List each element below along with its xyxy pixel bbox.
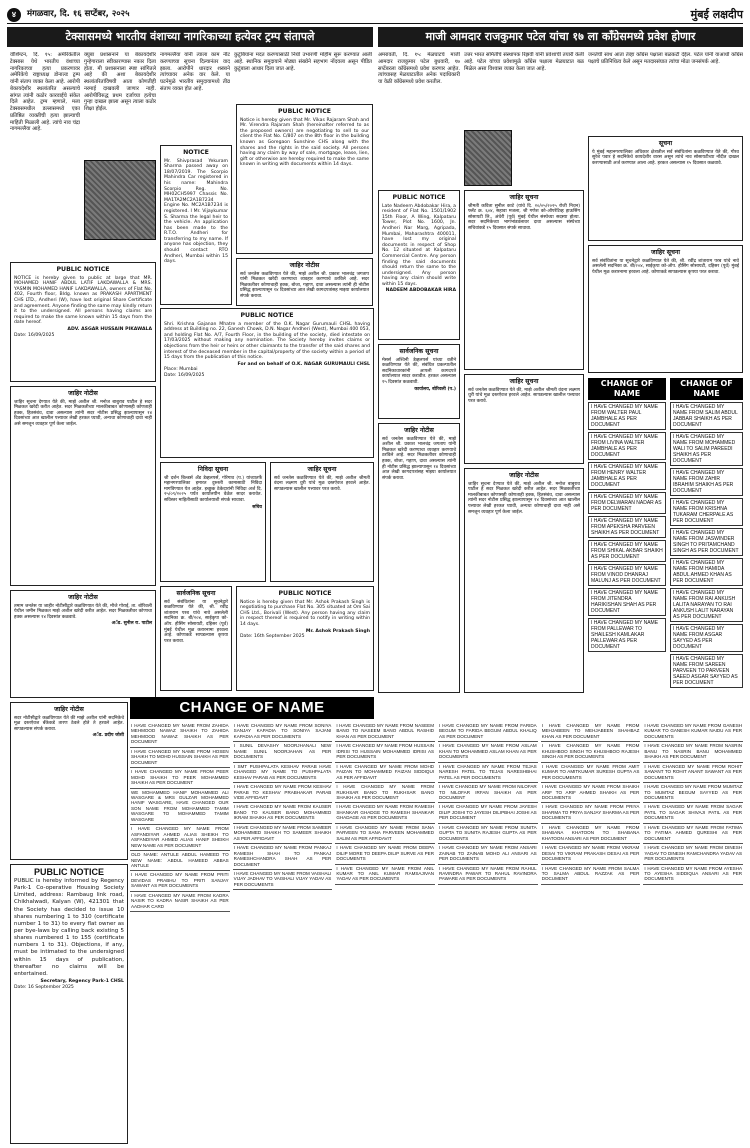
notice-jahir-right4-body: जाहिर सूचना देण्यात येते की, माझे अशील श्री. मनोज बाबुराव पाटील हे सदर मिळकत खरेदी करीत आहेत. सदर मिळकतीच्या मालकीबाबत कोणासही कोणताही हक्क, हितसंबंध, दावा असल्यास त्यांनी सदर नोटीस प्रसिद्ध झाल्यापासून १४ दिवसांच्या आत खालील पत्त्यावर लेखी हरकत घ्यावी, अन्यथा कोणाचाही दावा नाही असे समजून व्यवहार पूर्ण केला जाईल. [468,481,580,515]
notice-tender-body: श्री दर्शन बिल्डर्स अँड डेव्हलपर्स, गोरेगाव (प.) यांच्यातर्फे महानगरपालिका इमारत दुरुस्ती कामासाठी निविदा मागविण्यात येत आहेत. इच्छुक ठेकेदारांनी निविदा अर्ज दि. २५/०९/२०२५ पर्यंत कार्यालयीन वेळेत सादर करावेत. सविस्तर माहितीसाठी कार्यालयाशी संपर्क साधावा. [164,475,262,503]
change-of-name-entry: I HAVE CHANGED MY NAME FROM DELWARAN NADAR AS PER DOCUMENT [588,492,666,514]
masthead-left [7,8,130,22]
notice-public-mid-title: PUBLIC NOTICE [278,590,332,597]
notice-jahir-right2-title: जाहिर सूचना [509,378,539,385]
notice-sarvajanik-title: सार्वजनिक सूचना [176,590,216,597]
change-of-name-entry: I HAVE CHANGED MY NAME FROM SONIYA SANJAY KAPADIA TO SONIYA SAJANI KAPADIA AS PER DOCUMENTS [233,722,333,742]
notice-sarvajanik-body: सर्व संबंधितांना या सूचनेद्वारे कळविण्यात येते की, श्री. रवींद्र शांताराम परब यांचे नावे असलेली सदनिका क्र. बी/२०४, साईकृपा को-ऑप. हौसिंग सोसायटी, दहिसर (पूर्व) मुंबई येथील मूळ करारनामा हरवला आहे. कोणाकडे सापडल्यास कृपया परत करावा. [164,599,228,644]
notice-jahir-right2-body: सर्व जनतेस कळविण्यात येते की, माझे अशील श्रीमती वंदना लक्ष्मण धुरी यांचे मूळ दस्तऐवज हरवले आहेत. सापडल्यास खालील पत्त्यावर परत करावे. [468,387,580,404]
story-photo [84,160,156,240]
notice-public-left [10,262,156,382]
change-of-name-entry: I HAVE CHANGED MY NAME FROM PRITI DEVIDAS PRABHU TO PRITI SANJAY SAWANT AS PER DOCUMENTS [130,871,230,891]
change-of-name-entry: I HAVE CHANGED MY NAME FROM KHUSHBOO SINGH TO KHUSHBOO RAJESH SINGH AS PER DOCUMENTS [541,742,641,762]
change-of-name-entry: I HAVE CHANGED MY NAME FROM SAMEER MOHAMMED SHAIKH TO SAMEER SHAIKH AS PER AFFIDAVIT [233,824,333,844]
notice-right-misc [588,245,743,373]
story-right-photo [464,130,512,186]
notice-jahir-right2 [464,374,584,464]
page-number: ४ [7,8,21,22]
story-left-col4-text: कुटुंबियांना मदत करण्यासाठी निधी उभारणी मोहीम सुरू करण्यात आली आहे. स्थानिक समुदायाने मोठ्या संख्येने सहभाग नोंदवला असून पीडित कुटुंबाला आधार दिला जात आहे. [234,52,372,72]
change-of-name-entry: WE MOHAMMED HANIF MOHAMMED ALI WASGARE & MRS GULZAR MOHAMMED HANIF WASGARE, HAVE CHANGED OUR SON NAME FROM MOHAMMED TAMIM WASGARE TO MOHAMMED TAMIM WASGARE [130,789,230,826]
notice-jahir-1-body: सर्व जनतेस कळविण्यात येते की, माझे अशील श्री. प्रकाश भालचंद्र जगताप यांनी मिळकत खरेदी करण्याचा व्यवहार करण्याचे ठरविले आहे. सदर मिळकतीवर कोणाचाही हक्क, बोजा, गहाण, दावा असल्यास त्यांनी ही नोटीस प्रसिद्ध झाल्यापासून १४ दिवसांच्या आत लेखी कागदपत्रांसह माझ्या कार्यालयात संपर्क करावा. [240,271,369,299]
change-of-name-entry: I HAVE CHANGED MY NAME FROM RAMESH SHANKAR GHADGE TO RAMESH SHANKAR GHADAGE AS PER DOCUMENTS [335,803,435,823]
story-right-col1-text: अमरावती, दि. १५: मेळघाटचे माजी आमदार राजकुमार पटेल बुधवारी, १७ सप्टेंबरला काँग्रेसमध्ये प्रवेश करणार आहेत. त्यांच्यासह मेळघाटातील अनेक पदाधिकारी या वेळी काँग्रेसमध्ये प्रवेश करतील. [378,52,460,85]
notice-right-misc-title: जाहिर सूचना [651,249,680,256]
change-of-name-entry: I HAVE CHANGED MY NAME FROM KESHAV PARAB TO KESHAV PRABHAKAR PARAB VIDE AFFIDAVIT [233,783,333,803]
change-of-name-right [670,378,743,693]
notice-tender-title: निविदा सूचना [197,466,229,473]
change-of-name-grid [130,722,743,1144]
notice-sarvajanik [160,586,232,691]
change-of-name-entry: I HAVE CHANGED MY NAME FROM AYESHA TO AYESHA SIDDIQUA ANSARI AS PER DOCUMENTS [643,865,743,885]
story-left-col2-text: क्युबा प्रशासनाने या बेकायदेशीर गुन्हेगाराला स्वीकारण्यास नकार दिला होता. मी प्रशासनाला स्पष्ट सांगितले आहे की अशा बेकायदेशीर स्थलांतरितांविषयी आता कोणतीही नरमाई दाखवली जाणार नाही. आरोपीविरुद्ध प्रथम दर्जाच्या हत्येचा गुन्हा दाखल झाला असून त्याला कठोर शिक्षा होईल. [84,52,156,112]
change-of-name-entry: I HAVE CHANGED MY NAME FROM MUMTAZ TO MUMTAZ BEGUM SAYYED AS PER DOCUMENTS [643,783,743,803]
notice-jahir-lower [10,590,156,698]
change-of-name-column [438,722,538,1144]
change-of-name-entry: I HAVE CHANGED MY NAME FROM HAMIDA ABDUL AHMED KHAN AS PER DOCUMENT [670,558,743,586]
notice-society-place: Place: Mumbai [164,367,198,373]
notice-public-left-sign: ADV. ASGAR HUSSAIN PIKAWALA [67,326,152,332]
change-of-name-entry: I SUNIL DEVASHY NOORJHANALI NEW NAME SUNIL NOORJAHAN AS PER DOCUMENTS [233,742,333,762]
change-of-name-entry: I HAVE CHANGED MY NAME FROM GANESH KUMAR TO GANESH KUMAR NAIDU AS PER DOCUMENTS [643,722,743,742]
notice-public-left-date: Date: 16/09/2025 [14,332,55,338]
change-of-name-entry: I HAVE CHANGED MY NAME FROM VAISHALI VIJAY JADHAV TO VAISHALI VIJAY YADAV AS PER DOCUMENTS [233,870,333,890]
notice-suchana-right-body: ये मुंबई महानगरपालिका अधिकार क्षेत्रातील सर्व संबंधितांना कळविण्यात येते की, गौरव सुरेश पवार हे सदनिकेचे कायदेशीर वारस असून त्यांचे नाव सोसायटीच्या नोंदीत दाखल करण्यासाठी अर्ज करण्यात आला आहे. हरकत असल्यास १५ दिवसात कळवावे. [592,149,739,166]
change-of-name-right-list [670,402,743,688]
notice-jahir-right-title: जाहिर सूचना [509,194,539,201]
notice-society-member [160,308,374,458]
notice-public-top-body: Notice is hereby given that Mr. Vikas Rajaram Shah and Mr. Virendra Rajaram Shah (hereinafter referred to as the proposed owners) are negotiating to sell to our client the Flat No. C/807 on the 8th floor in the building known as Goregaon Sunshine CHS along with the shares and the rights in the said society. All persons having any claim by way of sale, mortgage, lease, lien, gift or otherwise are hereby required to make the same known in writing with documents within 14 days. [240,117,369,168]
masthead [7,6,743,24]
notice-public-left-body: NOTICE is hereby given to public at large that MR. MOHAMED HANIF ABDUL LATIF LAKDAWALLA & MRS. YASMIN MOHAMED HANIF LAKDAWALLA, owners of Flat No. 402, Fourth floor, Bldg. known as PRAKASH APARTMENT CHS LTD., Andheri (W), have lost original Share Certificate and agreement. Anyone finding the same may kindly return it to the undersigned. All persons having claims are required to make the same known within 15 days from the date hereof. [14,275,152,326]
change-of-name-entry: I HAVE CHANGED MY NAME FROM ZAHIDA MEHMOOD NAWAZ SHAIKH TO ZAHIDA MEHMOOD NAWAZ SHAIKH AS PER DOCUMENT [130,722,230,748]
change-of-name-entry: I HAVE CHANGED MY NAME FROM MEHJABEEN TO MEHJABEEN SHAHBAZ KHAN AS PER DOCUMENT [541,722,641,742]
story-left-col1-text: वॉशिंग्टन, दि. १५: अमेरिकेतील टेक्सास येथे भारतीय वंशाच्या नागरिकाच्या हत्या प्रकरणावर अमेरिकेचे राष्ट्राध्यक्ष डोनाल्ड ट्रम्प यांनी संताप व्यक्त केला आहे. आरोपी बेकायदेशीर स्थलांतरित असल्याचे सांगत त्यांनी कठोर कारवाईचे संकेत दिले आहेत. ट्रम्प म्हणाले, मला टेक्सासमधील डल्लासमध्ये एका प्रतिष्ठित व्यक्तीची हत्या झाल्याची माहिती मिळाली आहे. त्यांचे नाव चंद्रा नागमल्लैया आहे. [10,52,80,133]
story-right-headline: माजी आमदार राजकुमार पटेल यांचा १७ ला काँग्रेसमध्ये प्रवेश होणार [378,27,743,47]
notice-society-date: Date: 16/09/2025 [164,372,205,378]
change-of-name-entry: I HAVE CHANGED MY NAME FROM HOSEN SHAIKH TO MOHD HUSSAIN SHAIKH AS PER DOCUMENT [130,748,230,768]
notice-jahir-left-title: जाहिर नोटीस [68,390,98,397]
change-of-name-column [335,722,435,1144]
notice-right-misc-body: सर्व संबंधितांना या सूचनेद्वारे कळविण्यात येते की, श्री. रवींद्र शांताराम परब यांचे नावे असलेली सदनिका क्र. बी/२०४, साईकृपा को-ऑप. हौसिंग सोसायटी, दहिसर (पूर्व) मुंबई येथील मूळ करारनामा हरवला आहे. कोणाकडे सापडल्यास कृपया परत करावा. [592,258,739,275]
notice-society-title: PUBLIC NOTICE [240,312,294,319]
story-right-col1 [378,52,460,187]
notice-suchana-right-title: सूचना [658,140,673,147]
notice-public-mid [236,586,374,691]
story-right-col2-text: उत्तर भारत समितीचे संस्थापक रिझवी यांनी प्रवेशाची तयारी केली आहे. पटेल यांच्या प्रवेशामुळे काँग्रेस पक्षाला मेळघाटात बळ मिळेल असा विश्वास व्यक्त केला जात आहे. [464,52,584,72]
change-of-name-column [541,722,641,1144]
notice-society-body: Shri. Krishna Gajanan Mhatre a member of the O.K. Nagar Gurumauli CHSL having address at Building no. 22, Ganesh Chowk, D.N. Nagar Andheri (West), Mumbai 400 053, and holding Flat No. A/7, Fourth Floor, in the building of the society, died intestate on 17/03/2025 without making any nomination. The Society hereby invites claims or objections from the heir or heirs or other claimants to the transfer of the said shares and interest of the deceased member in the capital/property of the society within a period of 15 days from the publication of this notice. [164,321,370,361]
change-of-name-entry: I HAVE CHANGED MY NAME FROM VINOD DHANRAJ MALUNJ AS PER DOCUMENT [588,564,666,586]
notice-jahir-right4 [464,468,584,693]
change-of-name-mid-list [588,402,666,652]
story-right-col3-text: जनतेची साथ आता तेव्हा काँग्रेस पक्षाला बळकटी देईल. पटेल यांनी याआधी काँग्रेस पक्षाचे प्रतिनिधित्व केले असून मतदारसंघात त्यांचा मोठा जनसंपर्क आहे. [588,52,743,65]
notice-vehicle-body: Mr. Shivprasad Yekuram Sharma passed away on 18/07/2019. The Scorpio Mahindra Car registered in his name: Mahindra Scorpio Reg. No. MH02CH5997 Chassis No. MA1TA2MC2A1B7234 Engine No. MC2A1B7234 is registered. I Mr. Vijaykumar S. Sharma the legal heir to the vehicle. An application has been made to the R.T.O. Andheri for transferring to my name. If anyone has objection, they should contact RTO Andheri, Mumbai within 15 days. [164,158,228,265]
notice-jahir-lower-title: जाहिर नोटीस [68,594,98,601]
change-of-name-entry: I HAVE CHANGED MY NAME FROM SHABANA KHATOON TO SHABANA KHATOON ANSARI AS PER DOCUMENT [541,824,641,844]
notice-jahir-left-body: जाहिर सूचना देण्यात येते की, माझे अशील श्री. मनोज बाबुराव पाटील हे सदर मिळकत खरेदी करीत आहेत. सदर मिळकतीच्या मालकीबाबत कोणासही कोणताही हक्क, हितसंबंध, दावा असल्यास त्यांनी सदर नोटीस प्रसिद्ध झाल्यापासून १४ दिवसांच्या आत खालील पत्त्यावर लेखी हरकत घ्यावी, अन्यथा कोणाचाही दावा नाही असे समजून व्यवहार पूर्ण केला जाईल. [14,399,152,427]
change-of-name-right-heading: CHANGE OF NAME [670,378,743,400]
change-of-name-entry: I HAVE CHANGED MY NAME FROM SALMA TO SALMA ABDUL RAZZAK AS PER DOCUMENT [541,865,641,885]
story-left-col4 [234,52,372,102]
change-of-name-entry: OLD NAME: ANTULE ABDUL HAMEED TO NEW NAME: ABDUL HAMEED ABBAS ANTULE [130,851,230,871]
change-of-name-entry: I HAVE CHANGED MY NAME FROM ROHIT SAWANT TO ROHIT ANANT SAWANT AS PER DOCUMENTS [643,763,743,783]
notice-jahir-lower2-body: सदर नोटीसीद्वारे कळविण्यात येते की माझे अशील यांनी सदनिकेचे मूळ दस्तऐवज बँकेकडे तारण ठेवले होते ते हरवले आहेत. सापडल्यास संपर्क करावा. [14,715,124,732]
notice-suchana-right [588,136,743,241]
change-of-name-entry: I HAVE CHANGED MY NAME FROM MOHD FAIZAN TO MOHAMMED FAIZAN SIDDIQUI AS PER AFFIDAVIT [335,763,435,783]
notice-public-right [378,190,460,340]
change-of-name-entry: I HAVE CHANGED MY NAME FROM AMIT KUMAR TO AMITKUMAR SURESH GUPTA AS PER DOCUMENTS [541,763,641,783]
notice-regency-sign: Secretary, Regency Park-1 CHSL [40,978,124,984]
change-of-name-entry: I HAVE CHANGED MY NAME FROM VIKRAM DESAI TO VIKRAM PRAKASH DESAI AS PER DOCUMENTS [541,844,641,864]
change-of-name-entry: I HAVE CHANGED MY NAME FROM ANSARI ZAINAB TO ZAINAB MOHD ALI ANSARI AS PER DOCUMENTS [438,844,538,864]
notice-regency-body: PUBLIC is hereby informed by Regency Park-1 Co-operative Housing Society Limited, address: Rambaug link road, Chikhalwadi, Kalyan (W), 421301 that the Society has decided to issue 10 shares numbering 1 to 310 (certificate number 1 to 31) to every flat owner as per bye-laws by calling back existing 5 shares numbered 1 to 155 (certificate numbers 1 to 31). Objections, if any, must be intimated to the undersigned within 15 days of publication, thereafter no claims will be entertained. [14,877,124,977]
change-of-name-entry: I SMT PUSHPALATA KESHAV PARAB HAVE CHANGED MY NAME TO PUSHPALATA KESHAV PARAB AS PER DOCUMENTS [233,763,333,783]
change-of-name-entry: I HAVE CHANGED MY NAME FROM SAREEN PARVEEN TO PARVEEN SAEED ASGAR SAYYED AS PER DOCUMENT [670,654,743,688]
notice-sarvajanik-right-body: मेसर्स अश्विनी डेव्हलपर्स यांच्या वतीने कळविण्यात येते की, संबंधित प्रकल्पातील सदनिकाधारकांनी आपली कागदपत्रे कार्यालयात सादर करावीत. हरकत असल्यास १५ दिवसांत कळवावी. [382,357,456,385]
notice-jahir-lower-sign: अॅड. सुनील रा. पाटील [111,621,152,627]
change-of-name-entry: I HAVE CHANGED MY NAME FROM SUNITA GUPTA TO SUNITA RAJESH GUPTA AS PER DOCUMENTS [438,824,538,844]
notice-jahir-lower2-sign: अॅड. प्रदीप जोशी [92,733,124,739]
notice-sarvajanik-right-title: सार्वजनिक सूचना [399,348,439,355]
notice-public-right-body: Late Nadeem Abdobakar Hira, a resident of Flat No. 1501/1902 15th Floor, A Wing, Kalpataru Tower, Plot No. 1600, Jn. Andheri Nar Marg, Agripada, Mumbai, Maharashtra 400011, have lost my original documents in respect of Shop No. 12 situated at Kalpataru Commercial Centre. Any person finding the said documents should return the same to the undersigned. Any person having any claim should write within 15 days. [382,203,456,287]
change-of-name-entry: I HAVE CHANGED MY NAME FROM NASRIN BANU TO NASRIN BANU MOHAMMED SHAIKH AS PER DOCUMENT [643,742,743,762]
change-of-name-entry: I HAVE CHANGED MY NAME FROM APEKSHA PARVEEN SHAIKH AS PER DOCUMENT [588,516,666,538]
notice-public-top [236,104,373,254]
change-of-name-entry: I HAVE CHANGED MY NAME FROM FATIMA TO FATIMA AHMED QURESHI AS PER DOCUMENT [643,824,743,844]
change-of-name-entry: I HAVE CHANGED MY NAME FROM NASEEM BANO TO NASEEM BANO ABDUL RASHID KHAN AS PER DOCUMENT [335,722,435,742]
change-of-name-entry: I HAVE CHANGED MY NAME FROM DINESH YADAV TO DINESH RAMCHANDRA YADAV AS PER DOCUMENTS [643,844,743,864]
change-of-name-column [130,722,230,1144]
change-of-name-entry: I HAVE CHANGED MY NAME FROM PEER MOHD SHAIKH TO PEER MOHAMMED SHAIKH AS PER DOCUMENT [130,768,230,788]
change-of-name-entry: I HAVE CHANGED MY NAME FROM KADRA NASIR TO KADRA NASIR SHAIKH AS PER AADHAR CARD [130,892,230,912]
change-of-name-entry: I HAVE CHANGED MY NAME FROM JITENDRA HARIKISHAN SHAH AS PER DOCUMENT [588,588,666,616]
change-of-name-entry: I HAVE CHANGED MY NAME FROM ASFANDIYAR AHMED ALIAS SHEIKH TO ASFANDIYAR AHMED ALIAS HANIF SHEIKH NEW NAME AS PER DOCUMENT [130,825,230,851]
notice-sarvajanik-right [378,344,460,419]
change-of-name-entry: I HAVE CHANGED MY NAME FROM MOHAMMED WALI TO SALIM PAREEDI SHAIKH AS PER DOCUMENT [670,432,743,466]
notice-jahir-mid-title: जाहिर सूचना [307,466,337,473]
notice-regency-park [10,864,128,1144]
change-of-name-heading: CHANGE OF NAME [130,697,374,719]
change-of-name-entry: I HAVE CHANGED MY NAME FROM LIVINA WALTER JAMBHALE AS PER DOCUMENT [588,432,666,460]
notice-jahir-1-title: जाहिर नोटीस [289,262,320,269]
notice-regency-date: Date: 16 September 2025 [14,984,74,990]
notice-jahir-lower2 [10,702,128,860]
change-of-name-entry: I HAVE CHANGED MY NAME FROM RAI ANKUSH LALITA NARAYAN TO RAI ANKUSH LALIT NARAYAN AS PER DOCUMENT [670,588,743,622]
change-of-name-entry: I HAVE CHANGED MY NAME FROM TEJAS NARESH PATEL TO TEJAS NARESHBHAI PATEL AS PER DOCUMENTS [438,763,538,783]
change-of-name-entry: I HAVE CHANGED MY NAME FROM ASLAM KHAN TO MOHAMMED ASLAM KHAN AS PER DOCUMENTS [438,742,538,762]
change-of-name-entry: I HAVE CHANGED MY NAME FROM FARIDA BEGUM TO FARIDA BEGUM ABDUL KHALIQ AS PER DOCUMENT [438,722,538,742]
change-of-name-entry: I HAVE CHANGED MY NAME FROM JAYESH DILIP JOSHI TO JAYESH DILIPBHAI JOSHI AS PER DOCUMENT [438,803,538,823]
notice-tender-sign: सचिव [252,504,262,510]
story-left-headline: टेक्सासमध्ये भारतीय वंशाच्या नागरिकाच्या हत्येवर ट्रम्प संतापले [7,27,373,47]
change-of-name-entry: I HAVE CHANGED MY NAME FROM PRIYA SHARMA TO PRIYA SANJAY SHARMA AS PER DOCUMENTS [541,803,641,823]
change-of-name-entry: I HAVE CHANGED MY NAME FROM HENRY WALTER JAMBHALE AS PER DOCUMENT [588,462,666,490]
change-of-name-entry: I HAVE CHANGED MY NAME FROM ASGAR SAYYED AS PER DOCUMENT [670,624,743,652]
paper-name: मुंबई लक्षदीप [690,7,743,21]
notice-jahir-right3 [378,423,460,693]
change-of-name-entry: I HAVE CHANGED MY NAME FROM SAGAR PATIL TO SAGAR SHIVAJI PATIL AS PER DOCUMENTS [643,803,743,823]
change-of-name-entry: I HAVE CHANGED MY NAME FROM WALTER PAUL JAMBHALE AS PER DOCUMENT [588,402,666,430]
change-of-name-entry: I HAVE CHANGED MY NAME FROM RAHUL RAVINDRA PAWAR TO RAHUL RAVINDRA PAWARE AS PER DOCUMENTS [438,865,538,885]
change-of-name-column [643,722,743,1144]
notice-jahir-right [464,190,584,370]
change-of-name-mid-heading: CHANGE OF NAME [588,378,666,400]
change-of-name-entry: I HAVE CHANGED MY NAME FROM PANKAJ RAMESH SHAH TO PANKAJ RAMESHCHANDRA SHAH AS PER DOCUMENT [233,844,333,870]
change-of-name-entry: I HAVE CHANGED MY NAME FROM NILOFAR TO NILOFAR IRFAN SHAIKH AS PER DOCUMENT [438,783,538,803]
notice-jahir-mid-body: सर्व जनतेस कळविण्यात येते की, माझे अशील श्रीमती वंदना लक्ष्मण धुरी यांचे मूळ दस्तऐवज हरवले आहेत. सापडल्यास खालील पत्त्यावर परत करावे. [274,475,370,492]
change-of-name-entry: I HAVE CHANGED MY NAME FROM SALIM ABDUL JABBAR SHAIKH AS PER DOCUMENT [670,402,743,430]
notice-jahir-right-body: श्रीमती कविता सुनील काटे (यांचे दि. २०/०५/२०२५ रोजी निधन) फ्लॅट क्र. ६०४, सहावा मजला, श्री गणेश को-ऑपरेटिव्ह हाऊसिंग सोसायटी लि., अंधेरी (पूर्व) मुंबई येथील संस्थेच्या सदस्या होत्या. सदर सदनिकेच्या भागभांडवलावर दावा असल्यास संस्थेच्या सचिवांकडे १५ दिवसात संपर्क साधावा. [468,203,580,231]
notice-public-right-title: PUBLIC NOTICE [392,194,446,201]
notice-tender [160,462,266,582]
change-of-name-entry: I HAVE CHANGED MY NAME FROM RUKHSAR BANO TO RUKHSAR BANO SHAIKH AS PER DOCUMENT [335,783,435,803]
change-of-name-entry: I HAVE CHANGED MY NAME FROM SHAIKH ARIF TO ARIF AHMED SHAIKH AS PER DOCUMENTS [541,783,641,803]
notice-jahir-lower-body: तमाम जनतेस या जाहीर नोटीसीद्वारे कळविण्यात येते की, मौजे गोराई, ता. बोरिवली येथील जमीन मिळकत माझे अशील खरेदी करीत आहेत. सदर मिळकतीवर कोणाचा हक्क असल्यास १४ दिवसांत कळवावे. [14,603,152,620]
notice-public-mid-date: Date: 16th September 2025 [240,634,305,640]
story-right-col3 [588,52,743,132]
notice-jahir-left [10,386,156,586]
notice-regency-title: PUBLIC NOTICE [33,867,104,877]
change-of-name-column [233,722,333,1144]
change-of-name-entry: I HAVE CHANGED MY NAME FROM ANIL KUMAR TO ANIL KUMAR RAMSAJIVAN YADAV AS PER DOCUMENTS [335,865,435,885]
change-of-name-entry: I HAVE CHANGED MY NAME FROM KAUSER BANO TO KAUSER BANO MOHAMMED IKRAM SHAIKH AS PER DOCUMENTS [233,803,333,823]
notice-public-top-title: PUBLIC NOTICE [278,108,331,115]
change-of-name-entry: I HAVE CHANGED MY NAME FROM JASWINDER SINGH TO PRITAMCHAND SINGH AS PER DOCUMENT [670,528,743,556]
story-left-col1 [10,52,80,252]
change-of-name-entry: I HAVE CHANGED MY NAME FROM SHIKAL AKBAR SHAIKH AS PER DOCUMENT [588,540,666,562]
change-of-name-entry: I HAVE CHANGED MY NAME FROM KRISHNA TUKARAM CHERPALE AS PER DOCUMENT [670,498,743,526]
story-left-col3-text: नागमल्लैया यांनी त्याला काम नीट करण्याच्या सूचना दिल्यानंतर वाद झाला. आरोपीने धारदार शस्त्राने त्यांच्यावर अनेक वार केले. या घटनेमुळे भारतीय समुदायामध्ये तीव्र संताप व्यक्त होत आहे. [160,52,230,92]
notice-public-right-sign: NADEEM ABDOBAKAR HIRA [385,288,456,294]
notice-jahir-mid [270,462,374,582]
notice-public-left-title: PUBLIC NOTICE [56,266,110,273]
notice-public-mid-body: Notice is hereby given that Mr. Ashok Prakash Singh is negotiating to purchase Flat No. 305 situated at Om Sai CHS Ltd., Borivali (West). Any person having any claim in respect thereof is required to notify in writing within 14 days. [240,599,370,627]
notice-vehicle [160,145,232,305]
notice-jahir-right3-body: सर्व जनतेस कळविण्यात येते की, माझे अशील श्री. प्रकाश भालचंद्र जगताप यांनी मिळकत खरेदी करण्याचा व्यवहार करण्याचे ठरविले आहे. सदर मिळकतीवर कोणाचाही हक्क, बोजा, गहाण, दावा असल्यास त्यांनी ही नोटीस प्रसिद्ध झाल्यापासून १४ दिवसांच्या आत लेखी कागदपत्रांसह माझ्या कार्यालयात संपर्क करावा. [382,436,456,481]
notice-jahir-right4-title: जाहिर नोटीस [509,472,539,479]
change-of-name-entry: I HAVE CHANGED MY NAME FROM HUSSAIN IDRISI TO HUSSAIN MOHAMMED IDRISI AS PER DOCUMENTS [335,742,435,762]
notice-society-sign: For and on behalf of O.K. NAGAR GURUMAULI CHSL [237,361,370,367]
notice-vehicle-title: NOTICE [183,149,209,156]
issue-date: मंगळवार, दि. १६ सप्टेंबर, २०२५ [27,9,130,20]
notice-jahir-1 [236,258,373,306]
notice-jahir-lower2-title: जाहिर नोटीस [54,706,84,713]
change-of-name-mid [588,378,666,693]
change-of-name-entry: I HAVE CHANGED MY NAME FROM SANA PARVEEN TO SANA PARVEEN MOHAMMED SALIM AS PER AFFIDAVIT [335,824,435,844]
notice-public-mid-sign: Mr. Ashok Prakash Singh [305,628,370,634]
notice-jahir-right3-title: जाहिर नोटीस [404,427,434,434]
change-of-name-entry: I HAVE CHANGED MY NAME FROM DEEPA DILIP MORE TO DEEPA DILIP SURVE AS PER DOCUMENTS [335,844,435,864]
change-of-name-entry: I HAVE CHANGED MY NAME FROM ZAHIR IBRAHIM SHAIKH AS PER DOCUMENT [670,468,743,496]
change-of-name-entry: I HAVE CHANGED MY NAME FROM PALLEWAR TO SHAILESH KAMLAKAR PALLEWAR AS PER DOCUMENT [588,618,666,652]
story-left-col3 [160,52,230,142]
notice-sarvajanik-right-sign: कार्यालय, बोरिवली (प.) [414,386,456,392]
